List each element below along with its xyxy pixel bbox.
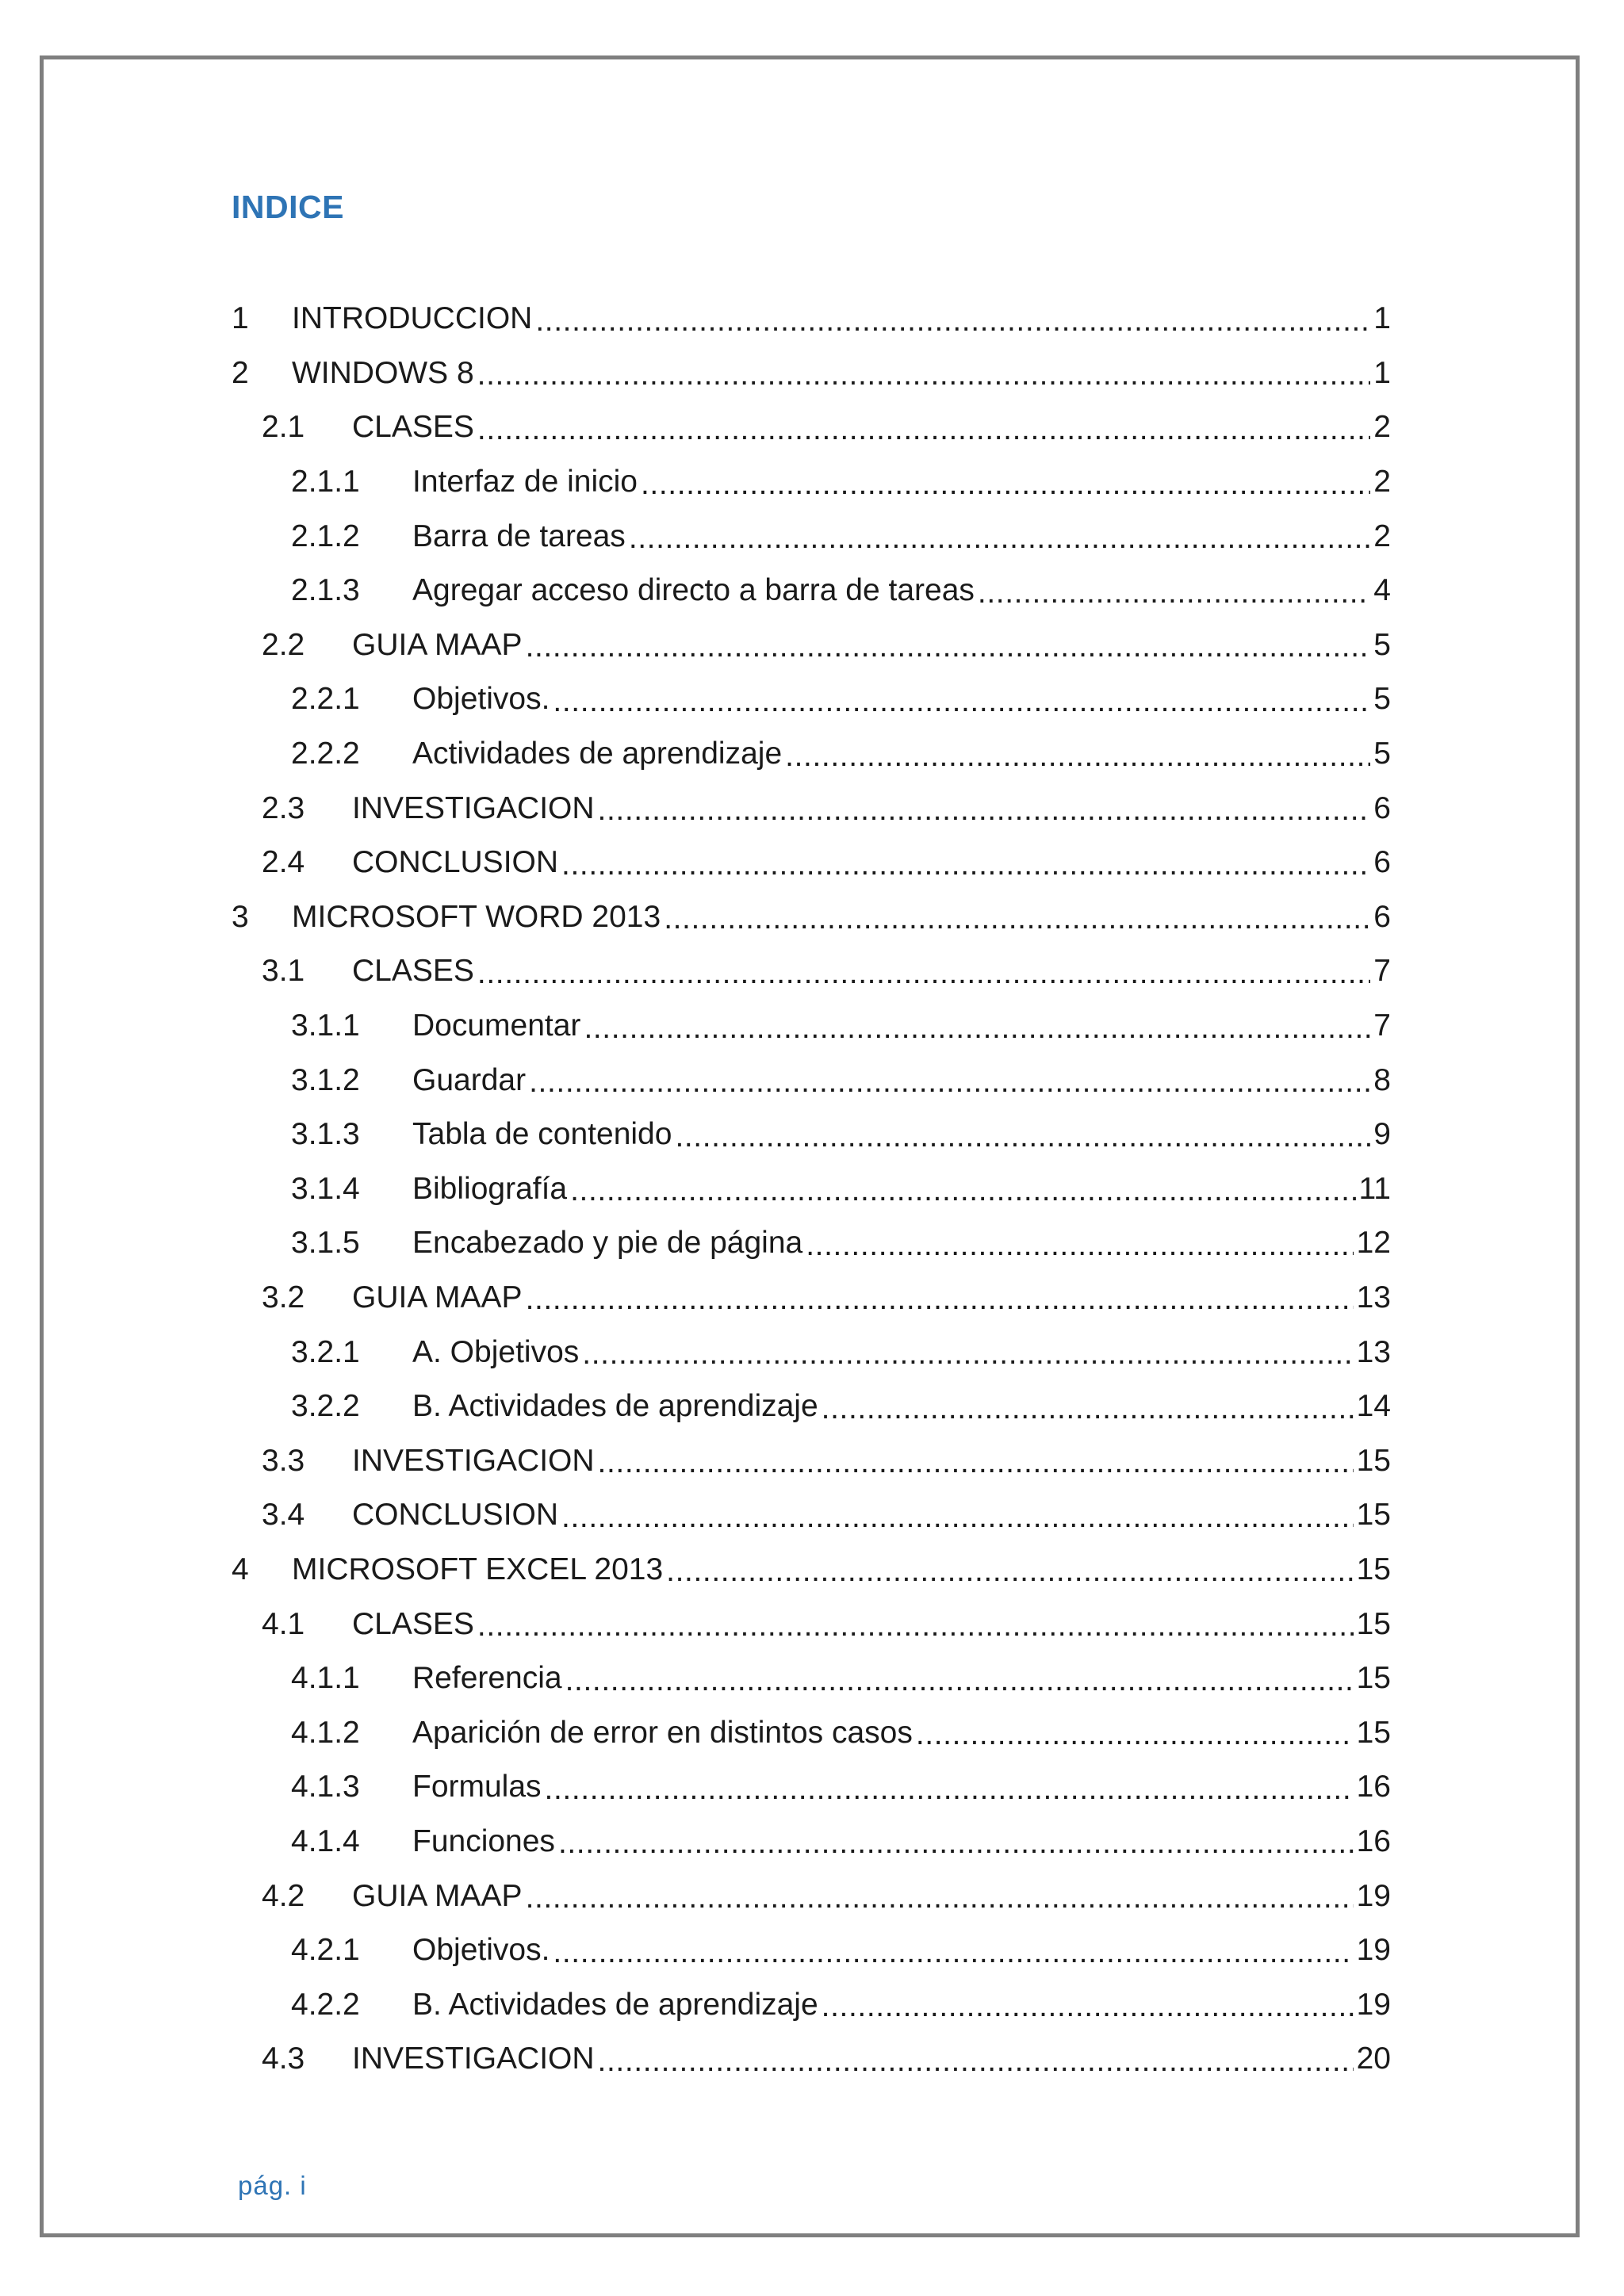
toc-entry-label: CLASES xyxy=(352,410,477,445)
toc-entry-page: 6 xyxy=(1373,845,1391,880)
toc-entry-label: Objetivos. xyxy=(412,1933,553,1968)
toc-entry[interactable] xyxy=(232,400,1391,455)
toc-dot-leader xyxy=(477,412,1370,443)
toc-entry[interactable] xyxy=(232,1108,1391,1162)
toc-entry-label: Referencia xyxy=(412,1661,565,1696)
toc-entry-page: 5 xyxy=(1373,682,1391,717)
toc-entry-number: 3.2 xyxy=(262,1280,305,1314)
toc-entry[interactable] xyxy=(232,564,1391,618)
toc-entry-number: 4.1 xyxy=(262,1606,305,1641)
toc-entry-page: 5 xyxy=(1373,627,1391,662)
toc-dot-leader xyxy=(558,1826,1354,1857)
toc-entry-number: 3.1.2 xyxy=(291,1062,360,1097)
toc-entry-label: Barra de tareas xyxy=(412,519,629,554)
toc-dot-leader xyxy=(598,2044,1354,2075)
toc-entry-page: 1 xyxy=(1373,355,1391,390)
toc-entry-number: 1 xyxy=(232,301,249,336)
toc-entry-label: Documentar xyxy=(412,1008,584,1043)
toc-entry-page: 20 xyxy=(1356,2042,1391,2076)
toc-dot-leader xyxy=(570,1173,1355,1204)
toc-dot-leader xyxy=(565,1663,1354,1694)
toc-entry-label: GUIA MAAP xyxy=(352,1879,526,1914)
toc-entry-number: 2.2.1 xyxy=(291,682,360,717)
toc-entry-number: 3.1.3 xyxy=(291,1117,360,1152)
toc-entry-page: 15 xyxy=(1356,1661,1391,1696)
toc-entry-number: 3.1.4 xyxy=(291,1171,360,1206)
toc-dot-leader xyxy=(545,1772,1354,1803)
toc-entry[interactable] xyxy=(232,509,1391,564)
toc-entry[interactable] xyxy=(232,1162,1391,1217)
toc-entry-number: 3.1.1 xyxy=(291,1008,360,1043)
toc-dot-leader xyxy=(785,739,1370,770)
toc-entry-page: 12 xyxy=(1356,1226,1391,1261)
toc-entry-number: 4.2.2 xyxy=(291,1987,360,2022)
toc-entry-number: 2.1.1 xyxy=(291,465,360,499)
toc-entry-page: 15 xyxy=(1356,1606,1391,1641)
toc-entry-label: Guardar xyxy=(412,1063,529,1098)
toc-entry-page: 4 xyxy=(1373,573,1391,608)
toc-entry[interactable] xyxy=(232,1271,1391,1326)
toc-dot-leader xyxy=(664,901,1370,932)
toc-entry-number: 4.1.1 xyxy=(291,1661,360,1696)
toc-entry-number: 3.3 xyxy=(262,1443,305,1478)
toc-entry-number: 3.1.5 xyxy=(291,1226,360,1261)
toc-entry-page: 2 xyxy=(1373,465,1391,499)
toc-entry-number: 4.1.3 xyxy=(291,1770,360,1804)
toc-entry-label: GUIA MAAP xyxy=(352,1280,526,1315)
toc-entry[interactable] xyxy=(232,455,1391,510)
toc-dot-leader xyxy=(916,1717,1354,1748)
toc-entry-page: 1 xyxy=(1373,301,1391,336)
toc-dot-leader xyxy=(598,1445,1354,1476)
toc-entry[interactable] xyxy=(232,1216,1391,1271)
toc-entry-label: A. Objetivos xyxy=(412,1335,582,1370)
toc-entry-label: GUIA MAAP xyxy=(352,628,526,663)
toc-entry-page: 6 xyxy=(1373,899,1391,934)
toc-entry-number: 2.1.2 xyxy=(291,519,360,553)
toc-dot-leader xyxy=(526,1282,1354,1313)
toc-entry[interactable] xyxy=(232,346,1391,401)
toc-entry[interactable] xyxy=(232,1053,1391,1108)
toc-entry[interactable] xyxy=(232,1705,1391,1760)
toc-dot-leader xyxy=(598,793,1371,824)
toc-entry-label: INVESTIGACION xyxy=(352,1444,598,1479)
toc-entry[interactable] xyxy=(232,999,1391,1054)
toc-dot-leader xyxy=(582,1337,1353,1368)
toc-entry[interactable] xyxy=(232,1651,1391,1706)
toc-dot-leader xyxy=(526,629,1371,660)
toc-entry[interactable] xyxy=(232,1815,1391,1869)
toc-entry[interactable] xyxy=(232,1488,1391,1543)
toc-entry-page: 19 xyxy=(1356,1933,1391,1968)
toc-entry-number: 4.1.2 xyxy=(291,1715,360,1750)
toc-entry-page: 15 xyxy=(1356,1715,1391,1750)
toc-entry-label: CLASES xyxy=(352,1607,477,1642)
toc-entry-label: INTRODUCCION xyxy=(292,301,535,336)
toc-dot-leader xyxy=(477,358,1371,388)
toc-entry[interactable] xyxy=(232,292,1391,346)
toc-entry-number: 3.2.1 xyxy=(291,1334,360,1369)
toc-entry-page: 14 xyxy=(1356,1389,1391,1424)
toc-entry-page: 9 xyxy=(1373,1117,1391,1152)
toc-entry-label: CONCLUSION xyxy=(352,845,561,880)
toc-entry-number: 2.1 xyxy=(262,410,305,445)
toc-dot-leader xyxy=(629,521,1370,552)
toc-entry[interactable] xyxy=(232,618,1391,673)
toc-entry-number: 4.2.1 xyxy=(291,1933,360,1968)
toc-entry-label: Tabla de contenido xyxy=(412,1117,675,1152)
toc-entry-number: 3.4 xyxy=(262,1498,305,1533)
toc-entry-label: Actividades de aprendizaje xyxy=(412,737,785,771)
toc-entry-label: Interfaz de inicio xyxy=(412,465,641,499)
toc-title: INDICE xyxy=(232,189,344,225)
toc-entry-page: 2 xyxy=(1373,519,1391,553)
toc-entry-label: CONCLUSION xyxy=(352,1498,561,1533)
toc-entry[interactable] xyxy=(232,944,1391,999)
toc-entry-label: CLASES xyxy=(352,954,477,989)
toc-entry-number: 2.2.2 xyxy=(291,737,360,771)
toc-entry-page: 13 xyxy=(1356,1280,1391,1314)
toc-entry-number: 3 xyxy=(232,899,249,934)
toc-entry[interactable] xyxy=(232,1923,1391,1978)
toc-entry[interactable] xyxy=(232,672,1391,727)
toc-entry-label: Aparición de error en distintos casos xyxy=(412,1716,916,1751)
toc-dot-leader xyxy=(477,1609,1354,1640)
toc-entry-number: 2.1.3 xyxy=(291,573,360,608)
toc-entry-page: 15 xyxy=(1356,1498,1391,1533)
toc-entry-label: Formulas xyxy=(412,1770,545,1804)
toc-dot-leader xyxy=(822,1391,1354,1422)
toc-entry[interactable] xyxy=(232,836,1391,890)
toc-entry-number: 2 xyxy=(232,355,249,390)
toc-entry-label: Encabezado y pie de página xyxy=(412,1226,806,1261)
toc-dot-leader xyxy=(666,1554,1353,1585)
toc-dot-leader xyxy=(553,684,1370,715)
toc-entry-page: 11 xyxy=(1358,1171,1391,1206)
toc-entry-page: 16 xyxy=(1356,1770,1391,1804)
toc-entry-page: 15 xyxy=(1356,1443,1391,1478)
toc-entry-number: 4.1.4 xyxy=(291,1823,360,1858)
toc-entry[interactable] xyxy=(232,781,1391,836)
toc-entry-label: Bibliografía xyxy=(412,1172,570,1207)
toc-entry-number: 4.2 xyxy=(262,1878,305,1913)
toc-entry-label: B. Actividades de aprendizaje xyxy=(412,1389,822,1424)
footer-page-number: pág. i xyxy=(238,2171,307,2200)
toc-dot-leader xyxy=(584,1011,1370,1042)
toc-entry[interactable] xyxy=(232,1380,1391,1434)
toc-entry-page: 6 xyxy=(1373,790,1391,825)
toc-entry-page: 13 xyxy=(1356,1334,1391,1369)
toc-dot-leader xyxy=(535,304,1370,335)
toc-entry-label: WINDOWS 8 xyxy=(292,356,477,391)
toc-entry[interactable] xyxy=(232,1433,1391,1488)
toc-entry[interactable] xyxy=(232,1543,1391,1598)
toc-entry-page: 7 xyxy=(1373,954,1391,989)
toc-dot-leader xyxy=(477,956,1370,987)
toc-entry[interactable] xyxy=(232,1869,1391,1923)
toc-dot-leader xyxy=(553,1935,1353,1966)
toc-entry-number: 2.4 xyxy=(262,845,305,880)
toc-dot-leader xyxy=(822,1989,1354,2020)
toc-dot-leader xyxy=(641,467,1370,498)
toc-dot-leader xyxy=(561,848,1370,878)
toc-entry-label: Funciones xyxy=(412,1824,558,1859)
toc-entry[interactable] xyxy=(232,1977,1391,2032)
toc-entry-page: 2 xyxy=(1373,410,1391,445)
toc-entry-label: MICROSOFT EXCEL 2013 xyxy=(292,1552,666,1587)
toc-entry-page: 5 xyxy=(1373,737,1391,771)
toc-entry-label: Objetivos. xyxy=(412,682,553,717)
toc-entry-page: 19 xyxy=(1356,1987,1391,2022)
toc-entry-label: INVESTIGACION xyxy=(352,2042,598,2076)
toc-entry[interactable] xyxy=(232,1760,1391,1815)
toc-entry-label: B. Actividades de aprendizaje xyxy=(412,1988,822,2022)
toc-entry-page: 15 xyxy=(1356,1552,1391,1586)
toc-entry[interactable] xyxy=(232,1597,1391,1651)
toc-dot-leader xyxy=(675,1119,1370,1150)
toc-entry-page: 19 xyxy=(1356,1878,1391,1913)
toc-entry-number: 4 xyxy=(232,1552,249,1586)
toc-entry[interactable] xyxy=(232,890,1391,945)
toc-dot-leader xyxy=(806,1228,1353,1259)
toc-entry-page: 7 xyxy=(1373,1008,1391,1043)
toc-entry[interactable] xyxy=(232,1325,1391,1380)
toc-entry[interactable] xyxy=(232,2032,1391,2087)
toc-dot-leader xyxy=(561,1500,1354,1531)
toc-dot-leader xyxy=(529,1065,1370,1096)
table-of-contents xyxy=(232,292,1391,2087)
toc-entry[interactable] xyxy=(232,727,1391,782)
toc-entry-page: 8 xyxy=(1373,1062,1391,1097)
toc-entry-label: MICROSOFT WORD 2013 xyxy=(292,900,664,935)
toc-entry-page: 16 xyxy=(1356,1823,1391,1858)
toc-entry-number: 2.2 xyxy=(262,627,305,662)
toc-entry-number: 2.3 xyxy=(262,790,305,825)
toc-entry-number: 3.2.2 xyxy=(291,1389,360,1424)
toc-entry-label: INVESTIGACION xyxy=(352,791,598,826)
toc-entry-number: 3.1 xyxy=(262,954,305,989)
toc-entry-label: Agregar acceso directo a barra de tareas xyxy=(412,573,978,608)
toc-dot-leader xyxy=(526,1881,1354,1911)
toc-entry-number: 4.3 xyxy=(262,2042,305,2076)
toc-dot-leader xyxy=(978,576,1370,607)
